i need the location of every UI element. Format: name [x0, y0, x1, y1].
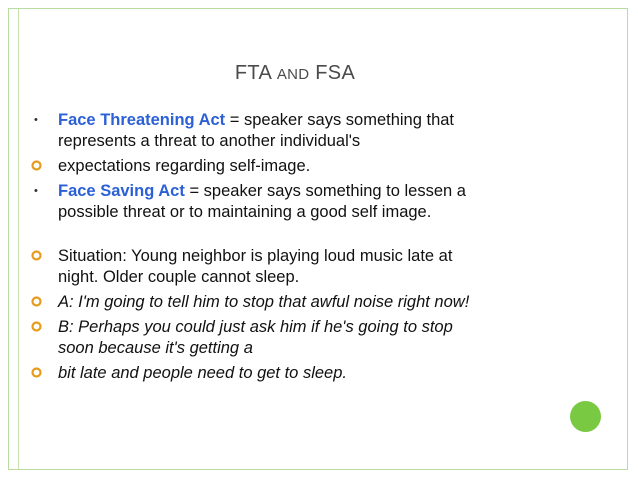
item-text: expectations regarding self-image. — [58, 157, 311, 175]
bullet-dot-icon: • — [34, 185, 38, 197]
ring-bullet-icon — [31, 367, 42, 378]
list-item — [30, 317, 590, 359]
list-item — [30, 246, 590, 288]
item-text-cont: soon because it's getting a — [58, 339, 253, 357]
list-item — [30, 110, 590, 152]
item-text: = speaker says something that — [225, 111, 455, 129]
item-text: bit late and people need to get to sleep. — [58, 364, 347, 382]
ring-bullet-icon — [31, 296, 42, 307]
item-text: = speaker says something to lessen a — [184, 182, 466, 200]
term-face-saving-act: Face Saving Act — [58, 182, 185, 200]
item-text: A: I'm going to tell him to stop that awful noise right now! — [58, 293, 470, 311]
list-item — [30, 292, 590, 313]
title-and: AND — [276, 66, 310, 83]
title-fta: FTA — [234, 62, 277, 84]
list-item — [30, 181, 590, 223]
bullet-list — [30, 110, 590, 384]
ring-bullet-icon — [31, 250, 42, 261]
green-circle-decoration — [570, 401, 601, 432]
item-text-cont: represents a threat to another individual's — [58, 132, 361, 150]
bullet-dot-icon: • — [34, 114, 38, 126]
title-fsa: FSA — [309, 62, 356, 84]
ring-bullet-icon — [31, 160, 42, 171]
ring-bullet-icon — [31, 321, 42, 332]
list-item — [30, 156, 590, 177]
list-item — [30, 363, 590, 384]
item-text-cont: possible threat or to maintaining a good self image. — [58, 203, 432, 221]
item-text: Situation: Young neighbor is playing loud music late at — [58, 247, 453, 265]
slide-title — [0, 62, 590, 85]
item-text-cont: night. Older couple cannot sleep. — [58, 268, 300, 286]
term-face-threatening-act: Face Threatening Act — [58, 111, 226, 129]
item-text: B: Perhaps you could just ask him if he's going to stop — [58, 318, 453, 336]
